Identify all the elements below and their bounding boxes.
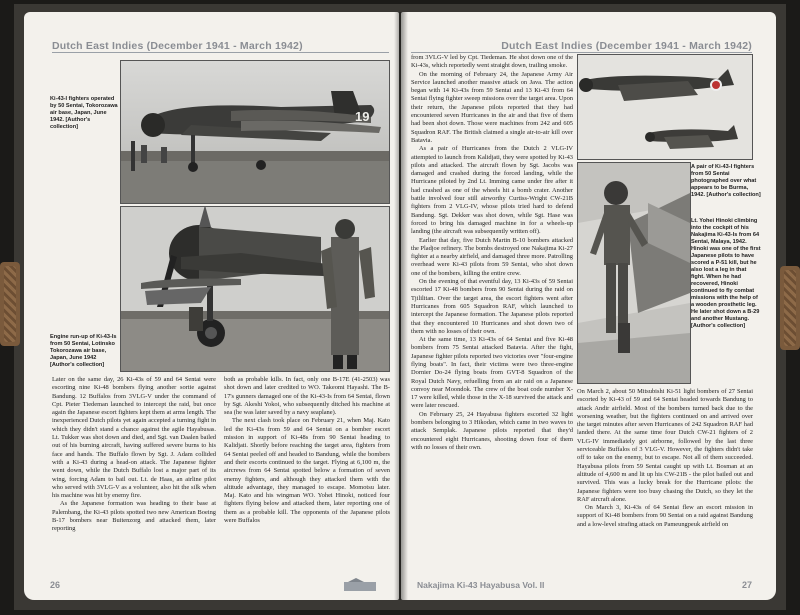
spine-gutter <box>394 12 408 600</box>
left-page <box>24 12 399 600</box>
right-column-2 <box>577 388 753 529</box>
right-page <box>401 12 776 600</box>
page-holder-clip-left <box>0 262 20 346</box>
paragraph: Later on the same day, 26 Ki-43s of 59 and 64 Sentai were escorting nine Ki-48 bombers flying another sortie against Bandung. 12 Buffalos from 3VLG-V under the command of Cpt. Pieter Tiedeman launched to intercept the raid, but once again the Japanese escort fighters kept them at arms length. The inexperienced Dutch pilots yet again accepted a turning fight in which they didn't stand a chance against the agile Hayabusas. Lt. Tukker was shot down and died, and Sgt. van Daalen bailed out of his burning aircraft, having suffered severe burns to his face and hands. The Buffalo flown by Sgt. J. Adam collided with a Ki-43 during a head-on attack. The Japanese fighter went down, while the Dutch Buffalo lost a major part of its wing, forcing Adam to bail out. Lt. de Haas, an airline pilot who served with 3VLG-V as a volunteer, also hit the silk when his machine was hit by enemy fire. <box>52 376 216 500</box>
photo-ki43-pair-in-flight <box>577 54 753 160</box>
paragraph: from 3VLG-V led by Cpt. Tiedeman. He shot down one of the Ki-43s, which reportedly went straight down, trailing smoke. <box>411 54 573 70</box>
paragraph: As the Japanese formation was heading to their base at Palembang, the Ki-43 pilots spotted two new American Boeing B-17 bombers near Buitenzorg and attacked them, later reporting <box>52 500 216 533</box>
paragraph: As a pair of Hurricanes from the Dutch 2 VLG-IV attempted to launch from Kalidjati, they were spotted by Ki-43 pilots and attacked. The aircraft flown by Sgt. Jacobs was damaged and crashed during the forced landing, while the Hurricane piloted by 2nd Lt. Imming came under fire after it had crashed as one of the wheels hit a bomb crater. Another battle involved four still airworthy Curtiss-Wright CW-21B fighters from 2 VLG-IV, whose pilots tried hard to defend Bandung. Sgt. Dekker was shot down, while Sgt. Hase was forced to bring his damaged machine in for a wheels-up landing (the aircraft was subsequently written off). <box>411 145 573 236</box>
caption-ki43-pair: A pair of Ki-43-I fighters from 50 Sentai photographed over what appears to be Burma, 1942. [Author's collection] <box>691 164 761 198</box>
paragraph: both as probable kills. In fact, only one B-17E (41-2503) was shot down and later credited to WO. Takeomi Hayashi. The B-17's gunners damaged one of the Ki-43-Is from 64 Sentai, flown by Sgt. Akeshi Yokoi, who subsequently ditched his machine at sea (he was later saved by a navy seaplane). <box>224 376 390 417</box>
photo-pilot-hinoki <box>577 162 691 384</box>
caption-engine-runup: Engine run-up of Ki-43-Is from 50 Sentai, Lotinsko Tokorozawa air base, Japan, June 1942 [Author's collection] <box>50 334 117 368</box>
left-column-1 <box>52 376 216 534</box>
paragraph: On the evening of that eventful day, 13 Ki-43s of 59 Sentai escorted 17 Ki-48 bombers from 90 Sentai during the raid on Tjililitan. Over the target area, the escort fighters went after Hurricanes from 605 Squadron RAF, which launched to intercept the Japanese formation. The Japanese pilots reported that they encountered 10 Hurricanes and shot down two of them with no losses of their own. <box>411 278 573 335</box>
book-spread <box>14 4 786 610</box>
paragraph: Earlier that day, five Dutch Martin B-10 bombers attacked the Pladjoe refinery. The bombs destroyed one Nakajima Ki-27 fighter at a nearby airfield, and damaged three more. Patrolling overhead were Ki-43 pilots from 59 Sentai, who shot down one of the bombers, killing the entire crew. <box>411 236 573 277</box>
photo-pilot-hinoki-image <box>578 163 690 383</box>
photo-ki43-lineup <box>120 60 390 204</box>
photo-engine-runup <box>120 206 390 372</box>
paragraph: The next clash took place on February 21, when Maj. Kato led the Ki-43s from 59 and 64 Sentai on a bomber escort mission in support of Ki-48s from 90 Sentai heading to Kalidjati. Shortly before reaching the target area, fighters from 64 Sentai peeled off and headed to Bandung, while the bombers and their escorts continued to the target. Flying at 6,100 m, the aircrews from 64 Sentai spotted below a formation of seven enemy fighters, and although they attacked them with the altitude advantage, they managed to escape. Momotsu later. Maj. Kato and his wingman WO. Yohei Hinoki, noticed four fighters flying below and attacked them, later reporting one of them as a probable kill. The opponents of the Japanese pilots were Buffalos <box>224 417 390 525</box>
paragraph: On the morning of February 24, the Japanese Army Air Service launched another massive attack on Java. The action began with 14 Ki-43s from 59 Sentai and 13 Ki-43 from 64 Sentai flying fighter sweep missions over the target area. Upon their return, the Japanese pilots reported that they had encountered seven Hurricanes in the air and that five of them had been shot down. Those were machines from 242 and 605 Squadron RAF. The British claimed a single air-to-air kill over Batavia. <box>411 70 573 144</box>
caption-ki43-lineup: Ki-43-I fighters operated by 50 Sentai, Tokorozawa air base, Japan, June 1942. [Author's collection] <box>50 96 118 130</box>
right-column-1 <box>411 54 573 452</box>
tail-number: 19 <box>355 109 370 124</box>
publisher-logo <box>342 578 378 594</box>
page-holder-clip-right <box>780 266 800 350</box>
right-page-header: Dutch East Indies (December 1941 - March 1942) <box>501 40 752 52</box>
caption-pilot-hinoki: Lt. Yohei Hinoki climbing into the cockpit of his Nakajima Ki-43-Is from 64 Sentai, Malaya, 1942. Hinoki was one of the first Japanese pilots to have scored a P-51 kill, but he also lost a leg in that fight. When he had recovered, Hinoki continued to fly combat missions with the help of a wooden prosthetic leg. He later shot down a B-29 and another Mustang. [Author's collection] <box>691 218 761 329</box>
footer-book-title: Nakajima Ki-43 Hayabusa Vol. II <box>417 580 545 590</box>
paragraph: On March 2, about 50 Mitsubishi Ki-51 light bombers of 27 Sentai escorted by Ki-43 of 59 and 64 Sentai headed towards Bandung to attack Andir airfield. Most of the bombers turned back due to the worsening weather, but the fighters continued on and arrived over the target minutes after seven Hurricanes of 242 Squadron RAF had landed there. At the same time four Dutch CW-21 fighters of 2 VLG-IV immediately got airborne, followed by the last three serviceable Buffalos of 3 VLG-V. However, the fighters didn't take off to take on the enemy, but to escape. Not all of them succeeded. Hayabusa pilots from 59 Sentai caught up with Lt. Bosman at an altitude of 4,600 m and lit up his CW-21B - the pilot bailed out and survived. This was a lucky break for the Hurricane pilots: the Japanese fighters were too busy chasing the Dutch, so they let the RAF aircraft alone. <box>577 388 753 503</box>
photo-engine-runup-image <box>121 207 389 371</box>
photo-ki43-pair-image <box>578 55 752 159</box>
paragraph: On March 3, Ki-43s of 64 Sentai flew an escort mission in support of Ki-48 bombers from 90 Sentai on a raid against Bandung and a low-level strafing attack on Pameungpeuk airfield on <box>577 504 753 528</box>
page-number-right: 27 <box>741 580 752 590</box>
paragraph: At the same time, 13 Ki-43s of 64 Sentai and five Ki-48 bombers from 75 Sentai attacked Batavia. After the fight, Japanese fighter pilots reported two victories over "four-engine flying boats". In fact, their victims were two three-engine Dornier Do-24 flying boats from GVT-8 Squadron of the Royal Dutch Navy, refuelling from an air raid on a Japanese convoy near Moondok. The crew of the boat code number X-17 were killed, while those in the X-18 survived the attack and were later rescued. <box>411 336 573 410</box>
paragraph: On February 25, 24 Hayabusa fighters escorted 32 light bombers belonging to 3 Hikodan, which came in two waves to attack Semplak. Japanese pilots reported that they'd encountered eight Hurricanes, shooting down four of them with no losses of their own. <box>411 410 573 451</box>
left-page-header: Dutch East Indies (December 1941 - March 1942) <box>52 40 303 52</box>
photo-ki43-lineup-image <box>121 61 389 203</box>
left-column-2 <box>224 376 390 525</box>
page-number-left: 26 <box>50 580 61 590</box>
header-rule <box>411 52 752 53</box>
header-rule <box>52 52 389 53</box>
